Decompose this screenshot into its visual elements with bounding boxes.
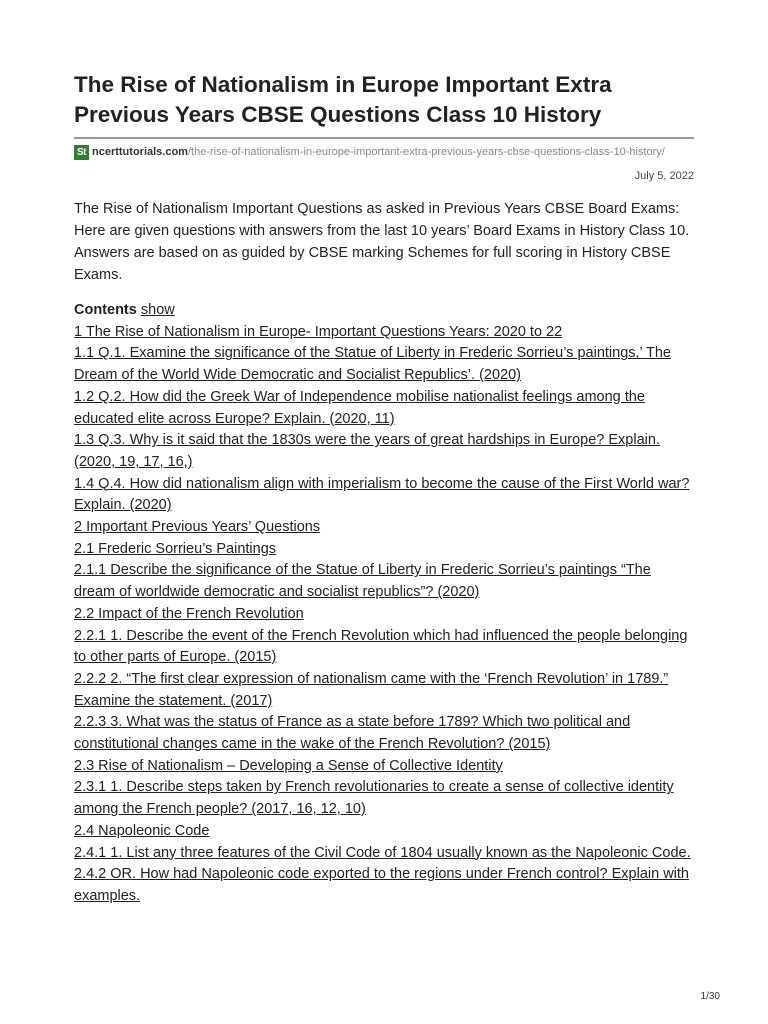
contents-heading: Contents bbox=[74, 302, 137, 318]
toc-link[interactable]: 1 The Rise of Nationalism in Europe- Important Questions Years: 2020 to 22 bbox=[74, 323, 563, 340]
toc-link[interactable]: 2.3 Rise of Nationalism – Developing a Sense of Collective Identity bbox=[74, 757, 503, 774]
source-url[interactable] bbox=[92, 146, 665, 158]
toc-link[interactable]: 2.2.2 2. “The first clear expression of nationalism came with the ‘French Revolution’ in 1789.” Examine the statement. (2017) bbox=[74, 670, 669, 709]
contents-header bbox=[74, 300, 694, 322]
toc-link[interactable]: 1.3 Q.3. Why is it said that the 1830s were the years of great hardships in Europe? Explain. (2020, 19, 17, 16,) bbox=[74, 432, 660, 470]
toc-link[interactable]: 2.2.3 3. What was the status of France as a state before 1789? Which two political and constitutional changes came in the wake of the French Revolution? (2015) bbox=[74, 714, 631, 753]
toc-link[interactable]: 2.2 Impact of the French Revolution bbox=[74, 605, 304, 622]
title-divider bbox=[74, 137, 694, 139]
toc-link[interactable]: 1.4 Q.4. How did nationalism align with imperialism to become the cause of the First World war? Explain. (2020) bbox=[74, 475, 690, 514]
toc-link[interactable]: 2.2.1 1. Describe the event of the French Revolution which had influenced the people belonging to other parts of Europe. (2015) bbox=[74, 627, 688, 666]
source-line bbox=[74, 144, 694, 160]
source-domain: ncerttutorials.com bbox=[92, 146, 188, 158]
page-number: 1/30 bbox=[700, 991, 720, 1002]
toc-link[interactable]: 2.4.2 OR. How had Napoleonic code exported to the regions under French control? Explain with examples. bbox=[74, 866, 689, 904]
toc-link[interactable]: 2.4 Napoleonic Code bbox=[74, 822, 210, 839]
toc-link[interactable]: 2.3.1 1. Describe steps taken by French revolutionaries to create a sense of collective identity among the French people? (2017, 16, 12, 10) bbox=[74, 779, 674, 818]
toc-link[interactable]: 1.2 Q.2. How did the Greek War of Independence mobilise nationalist feelings among the educated elite across Europe? Explain. (2020, 11) bbox=[74, 388, 645, 427]
table-of-contents bbox=[74, 300, 694, 908]
toc-link[interactable]: 1.1 Q.1. Examine the significance of the Statue of Liberty in Frederic Sorrieu’s paintings,’ The Dream of the World Wide Democratic and Socialist Republics’. (2020) bbox=[74, 345, 671, 384]
toc-list bbox=[74, 322, 694, 908]
source-path: /the-rise-of-nationalism-in-europe-important-extra-previous-years-cbse-questions-class-10-history/ bbox=[187, 146, 665, 158]
intro-paragraph: The Rise of Nationalism Important Questions as asked in Previous Years CBSE Board Exams: Here are given questions with answers from the last 10 years’ Board Exams in History Class 10. Answers are based on as guided by CBSE marking Schemes for full scoring in History CBSE Exams. bbox=[74, 201, 690, 283]
toc-link[interactable]: 2 Important Previous Years’ Questions bbox=[74, 519, 321, 536]
article bbox=[74, 70, 694, 908]
site-logo-icon: St bbox=[74, 145, 89, 160]
publish-date: July 5, 2022 bbox=[634, 170, 694, 182]
page-title: The Rise of Nationalism in Europe Important Extra Previous Years CBSE Questions Class 10 History bbox=[74, 72, 612, 127]
contents-show-toggle[interactable]: show bbox=[140, 302, 175, 318]
toc-link[interactable]: 2.1.1 Describe the significance of the Statue of Liberty in Frederic Sorrieu’s paintings “The dream of worldwide democratic and socialist republics”? (2020) bbox=[74, 562, 651, 601]
toc-link[interactable]: 2.1 Frederic Sorrieu’s Paintings bbox=[74, 540, 277, 557]
toc-link[interactable]: 2.4.1 1. List any three features of the Civil Code of 1804 usually known as the Napoleonic Code. bbox=[74, 844, 691, 861]
